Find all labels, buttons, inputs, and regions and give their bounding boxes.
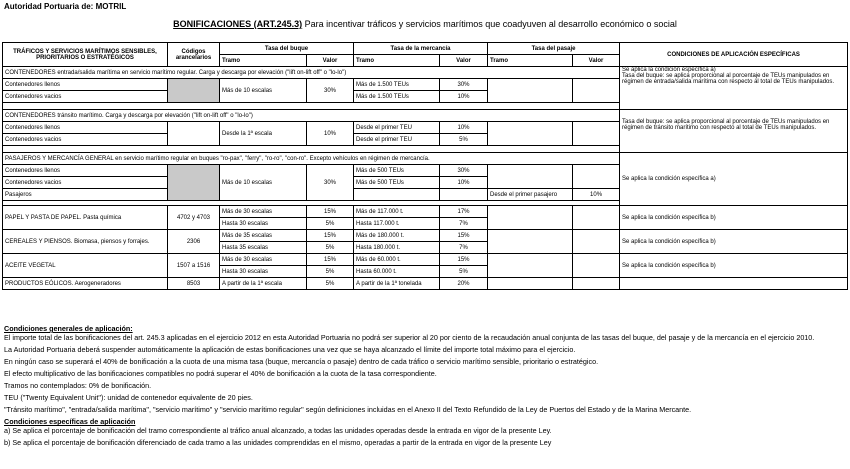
tramo-cell: Desde la 1ª escala [220, 122, 307, 146]
valor-cell: 10% [307, 122, 354, 146]
valor-cell: 20% [440, 278, 488, 290]
row-label: ACEITE VEGETAL [3, 254, 168, 278]
table-row [3, 254, 848, 266]
valor-cell: 5% [307, 218, 354, 230]
tramo-cell: Más de 35 escalas [220, 230, 307, 242]
valor-cell [573, 79, 620, 103]
tramo-cell: Hasta 60.000 t. [354, 266, 440, 278]
row-label: Pasajeros [3, 189, 168, 201]
condition-text: Tasa del buque: se aplica proporcional al porcentaje de TEUs manipulados en régimen de tránsito marítimo con respecto al total de TEUs manipulados. [622, 119, 830, 131]
tramo-cell: Desde el primer TEU [354, 134, 440, 146]
valor-cell: 5% [440, 266, 488, 278]
condition-text: Se aplica la condición específica a) [622, 67, 716, 73]
condition-cell: Se aplica la condición específica b) [620, 254, 848, 278]
valor-cell: 10% [573, 189, 620, 201]
header-row-1 [3, 43, 848, 55]
tramo-cell: Más de 30 escalas [220, 206, 307, 218]
footer-paragraph: El importe total de las bonificaciones del art. 245.3 aplicadas en el ejercicio 2012 en esta Autoridad Portuaria no podrá ser superior al 20 por ciento de la recaudación anual conjunta de las tasas del buque, del pasaje y de la mercancía en el ejercicio 2010. [4, 333, 815, 342]
tramo-cell: Hasta 35 escalas [220, 242, 307, 254]
col-mercancia-tramo: Tramo [354, 55, 440, 67]
col-tasa-mercancia: Tasa de la mercancía [354, 43, 488, 55]
condition-text: Tasa del buque: se aplica proporcional al porcentaje de TEUs manipulados en régimen de entrada/salida marítima con respecto al total de TEUs manipulados. [622, 73, 835, 85]
codigos-cell: 8503 [168, 278, 220, 290]
tramo-cell: Más de 1.500 TEUs [354, 91, 440, 103]
footer-notes [4, 324, 846, 450]
table-row [3, 230, 848, 242]
condition-cell: Se aplica la condición específica b) [620, 206, 848, 230]
codigos-cell [168, 79, 220, 103]
row-label: Contenedores vacios [3, 91, 168, 103]
row-label: Contenedores llenos [3, 165, 168, 177]
tramo-cell: Más de 117.000 t. [354, 206, 440, 218]
valor-cell: 17% [440, 206, 488, 218]
footer-paragraph: La Autoridad Portuaria deberá suspender automáticamente la aplicación de estas bonificaciones una vez que se haya alcanzado el límite del importe total máximo para el ejercicio. [4, 345, 576, 354]
row-label: Contenedores llenos [3, 122, 168, 134]
tramo-cell: Más de 10 escalas [220, 165, 307, 201]
condition-cell [620, 67, 848, 110]
tramo-cell [488, 79, 573, 103]
row-label: Contenedores vacios [3, 177, 168, 189]
valor-cell: 7% [440, 218, 488, 230]
row-label: Contenedores llenos [3, 79, 168, 91]
spacer [3, 146, 620, 153]
valor-cell: 30% [307, 79, 354, 103]
section-row [3, 153, 848, 165]
title-article: BONIFICACIONES (ART.245.3) [173, 19, 303, 29]
valor-cell [573, 230, 620, 254]
col-pasaje-tramo: Tramo [488, 55, 573, 67]
col-traficos: TRÁFICOS Y SERVICIOS MARÍTIMOS SENSIBLES, PRIORITARIOS O ESTRATÉGICOS [3, 43, 168, 67]
row-label: CEREALES Y PIENSOS. Biomasa, piensos y forrajes. [3, 230, 168, 254]
condition-cell: Se aplica la condición específica a) [620, 153, 848, 206]
tramo-cell [488, 230, 573, 254]
page-title [0, 19, 850, 29]
col-tasa-pasaje: Tasa del pasaje [488, 43, 620, 55]
valor-cell: 10% [440, 122, 488, 134]
condition-cell [620, 110, 848, 153]
condition-cell [620, 278, 848, 290]
col-condiciones: CONDICIONES DE APLICACIÓN ESPECÍFICAS [620, 43, 848, 67]
tramo-cell: Más de 500 TEUs [354, 177, 440, 189]
footer-paragraph: "Tránsito marítimo", "entrada/salida marítima", "servicio marítimo" y "servicio marítimo regular" según definiciones incluidas en el Anexo II del Texto Refundido de la Ley de Puertos del Estado y de la Marina Mercante. [4, 405, 692, 414]
title-description: Para incentivar tráficos y servicios marítimos que coadyuven al desarrollo económico o social [302, 19, 677, 29]
valor-cell: 30% [307, 165, 354, 201]
codigos-cell: 1507 a 1516 [168, 254, 220, 278]
footer-paragraph: b) Se aplica el porcentaje de bonificación diferenciado de cada tramo a las unidades comprendidas en el mismo, operadas a partir de la entrada en vigor de la presente Ley [4, 438, 552, 447]
table-row [3, 278, 848, 290]
valor-cell [573, 254, 620, 278]
specific-conditions-heading: Condiciones específicas de aplicación [4, 417, 136, 426]
row-label: PAPEL Y PASTA DE PAPEL. Pasta química [3, 206, 168, 230]
table-row [3, 206, 848, 218]
valor-cell [440, 189, 488, 201]
tramo-cell: Hasta 180.000 t. [354, 242, 440, 254]
section-title: CONTENEDORES entrada/salida marítima en servicio marítimo regular. Carga y descarga por elevación ("lift on-lift off" o "lo-lo") [3, 67, 620, 79]
tramo-cell [488, 122, 573, 146]
tramo-cell: Más de 60.000 t. [354, 254, 440, 266]
valor-cell [573, 165, 620, 189]
tramo-cell: Desde el primer TEU [354, 122, 440, 134]
section-title: CONTENEDORES tránsito marítimo. Carga y descarga por elevación ("lift on-lift off" o "lo-lo") [3, 110, 620, 122]
row-label: PRODUCTOS EÓLICOS. Aerogeneradores [3, 278, 168, 290]
valor-cell: 10% [440, 177, 488, 189]
section-title: PASAJEROS Y MERCANCÍA GENERAL en servicio marítimo regular en buques "ro-pax", "ferry", "ro-ro", "con-ro". Excepto vehículos en régimen de mercancía. [3, 153, 620, 165]
tramo-cell: Hasta 117.000 t. [354, 218, 440, 230]
valor-cell: 15% [440, 254, 488, 266]
col-buque-valor: Valor [307, 55, 354, 67]
col-codigos: Códigos arancelarios [168, 43, 220, 67]
footer-paragraph: En ningún caso se superará el 40% de bonificación a la cuota de una misma tasa (buque, mercancía o pasaje) dentro de cada tráfico o servicio marítimo sensible, prioritario o estratégico. [4, 357, 599, 366]
col-buque-tramo: Tramo [220, 55, 307, 67]
tramo-cell: Más de 1.500 TEUs [354, 79, 440, 91]
section-row [3, 110, 848, 122]
tramo-cell: Más de 10 escalas [220, 79, 307, 103]
tramo-cell: Hasta 30 escalas [220, 266, 307, 278]
valor-cell [573, 278, 620, 290]
tramo-cell [488, 278, 573, 290]
tramo-cell [488, 254, 573, 278]
general-conditions-heading: Condiciones generales de aplicación: [4, 324, 133, 333]
row-label: Contenedores vacios [3, 134, 168, 146]
footer-paragraph: TEU ("Twenty Equivalent Unit"): unidad de contenedor equivalente de 20 pies. [4, 393, 253, 402]
valor-cell: 15% [440, 230, 488, 242]
footer-paragraph: El efecto multiplicativo de las bonificaciones compatibles no podrá superar el 40% de bonificación a la cuota de la tasa correspondiente. [4, 369, 437, 378]
valor-cell [573, 206, 620, 230]
valor-cell: 7% [440, 242, 488, 254]
tramo-cell: A partir de la 1ª escala [220, 278, 307, 290]
valor-cell: 15% [307, 230, 354, 242]
valor-cell: 15% [307, 206, 354, 218]
tramo-cell: Más de 30 escalas [220, 254, 307, 266]
valor-cell: 5% [307, 278, 354, 290]
spacer [3, 103, 620, 110]
tramo-cell: Más de 500 TEUs [354, 165, 440, 177]
codigos-cell: 2306 [168, 230, 220, 254]
valor-cell: 5% [307, 266, 354, 278]
tramo-cell [488, 206, 573, 230]
valor-cell: 30% [440, 79, 488, 91]
valor-cell: 5% [440, 134, 488, 146]
footer-paragraph: a) Se aplica el porcentaje de bonificación del tramo correspondiente al tráfico anual alcanzado, a todas las unidades operadas desde la entrada en vigor de la presente Ley. [4, 426, 552, 435]
condition-cell: Se aplica la condición específica b) [620, 230, 848, 254]
codigos-cell [168, 122, 220, 146]
port-authority-header: Autoridad Portuaria de: MOTRIL [4, 2, 127, 11]
tramo-cell [354, 189, 440, 201]
valor-cell: 30% [440, 165, 488, 177]
bonificaciones-table [2, 42, 848, 290]
codigos-cell: 4702 y 4703 [168, 206, 220, 230]
valor-cell: 15% [307, 254, 354, 266]
col-mercancia-valor: Valor [440, 55, 488, 67]
tramo-cell: Hasta 30 escalas [220, 218, 307, 230]
valor-cell: 10% [440, 91, 488, 103]
footer-paragraph: Tramos no contemplados: 0% de bonificación. [4, 381, 152, 390]
valor-cell: 5% [307, 242, 354, 254]
tramo-cell [488, 165, 573, 189]
valor-cell [573, 122, 620, 146]
codigos-cell [168, 165, 220, 201]
tramo-cell: Más de 180.000 t. [354, 230, 440, 242]
section-row [3, 67, 848, 79]
tramo-cell: A partir de la 1ª tonelada [354, 278, 440, 290]
tramo-cell: Desde el primer pasajero [488, 189, 573, 201]
col-tasa-buque: Tasa del buque [220, 43, 354, 55]
col-pasaje-valor: Valor [573, 55, 620, 67]
